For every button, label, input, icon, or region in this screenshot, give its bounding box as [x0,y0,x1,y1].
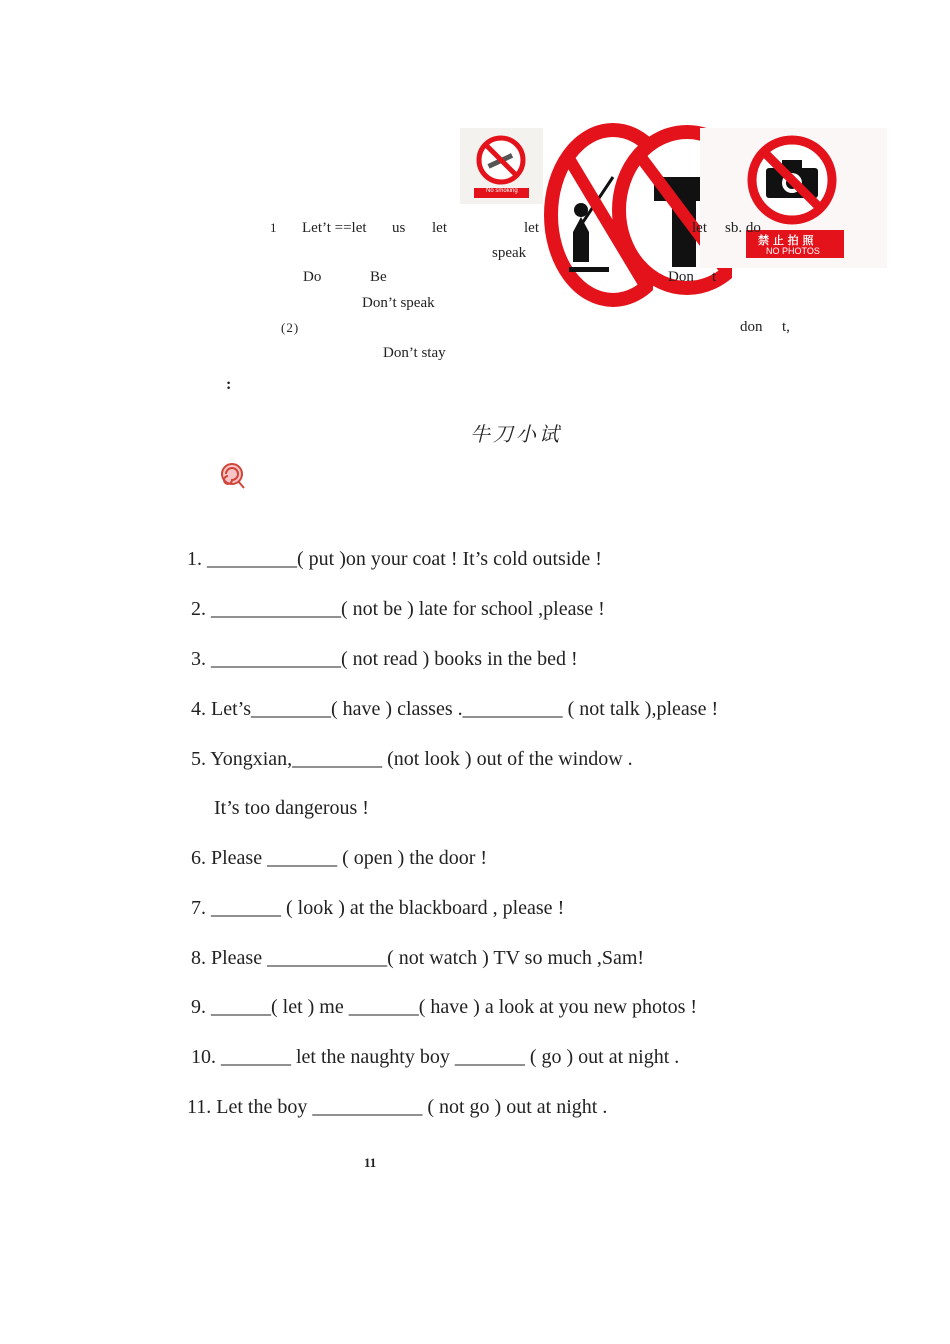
grammar-l1-num: 1 [270,220,278,235]
exercise-7: 7. _______ ( look ) at the blackboard , please ! [191,897,565,919]
exercise-8: 8. Please ____________( not watch ) TV so much ,Sam! [191,947,645,969]
exercise-10: 10. _______ let the naughty boy _______ ( go ) out at night . [191,1046,680,1068]
lollipop-icon [220,463,246,494]
footer-number: 11 [364,1155,377,1170]
grammar-l3-don: Don [668,269,694,285]
no-smoking-label: No smoking [486,188,518,194]
grammar-l1-c: let [432,220,447,236]
grammar-l4-dont-speak: Don’t speak [362,295,435,311]
grammar-l6-dont-stay: Don’t stay [383,345,446,361]
exercise-9: 9. ______( let ) me _______( have ) a look at you new photos ! [191,996,698,1018]
exercise-6: 6. Please _______ ( open ) the door ! [191,847,488,869]
grammar-l5-don: don [740,319,763,335]
exercise-1: 1. _________( put )on your coat ! It’s cold outside ! [187,548,602,570]
grammar-l5-t: t, [782,319,790,335]
practice-title: 牛刀小试 [470,422,562,446]
grammar-l2-speak: speak [492,245,527,261]
grammar-l1-b: us [392,220,406,236]
grammar-l5-num: (2) [281,320,300,335]
exercise-5-continued: It’s too dangerous ! [214,797,369,819]
no-photos-label-cn: 禁 止 拍 照 [758,234,814,247]
grammar-l3-do: Do [303,269,322,285]
no-photos-sign [700,128,887,268]
exercise-3: 3. _____________( not read ) books in the bed ! [191,648,578,670]
exercise-5: 5. Yongxian,_________ (not look ) out of the window . [191,748,633,770]
no-smoking-sign [460,128,543,204]
exercise-4: 4. Let’s________( have ) classes .__________ ( not talk ),please ! [191,698,719,720]
grammar-l1-f: sb. do [725,220,761,236]
grammar-l3-t: t [712,269,717,285]
section-colon: : [226,376,235,393]
no-photos-label-en: NO PHOTOS [766,246,820,256]
grammar-l1-a: Let’t ==let [302,220,367,236]
grammar-l3-be: Be [370,269,387,285]
grammar-l1-e: let [692,220,707,236]
grammar-l1-d: let [524,220,539,236]
exercise-11: 11. Let the boy ___________ ( not go ) out at night . [187,1096,608,1118]
exercise-2: 2. _____________( not be ) late for school ,please ! [191,598,605,620]
